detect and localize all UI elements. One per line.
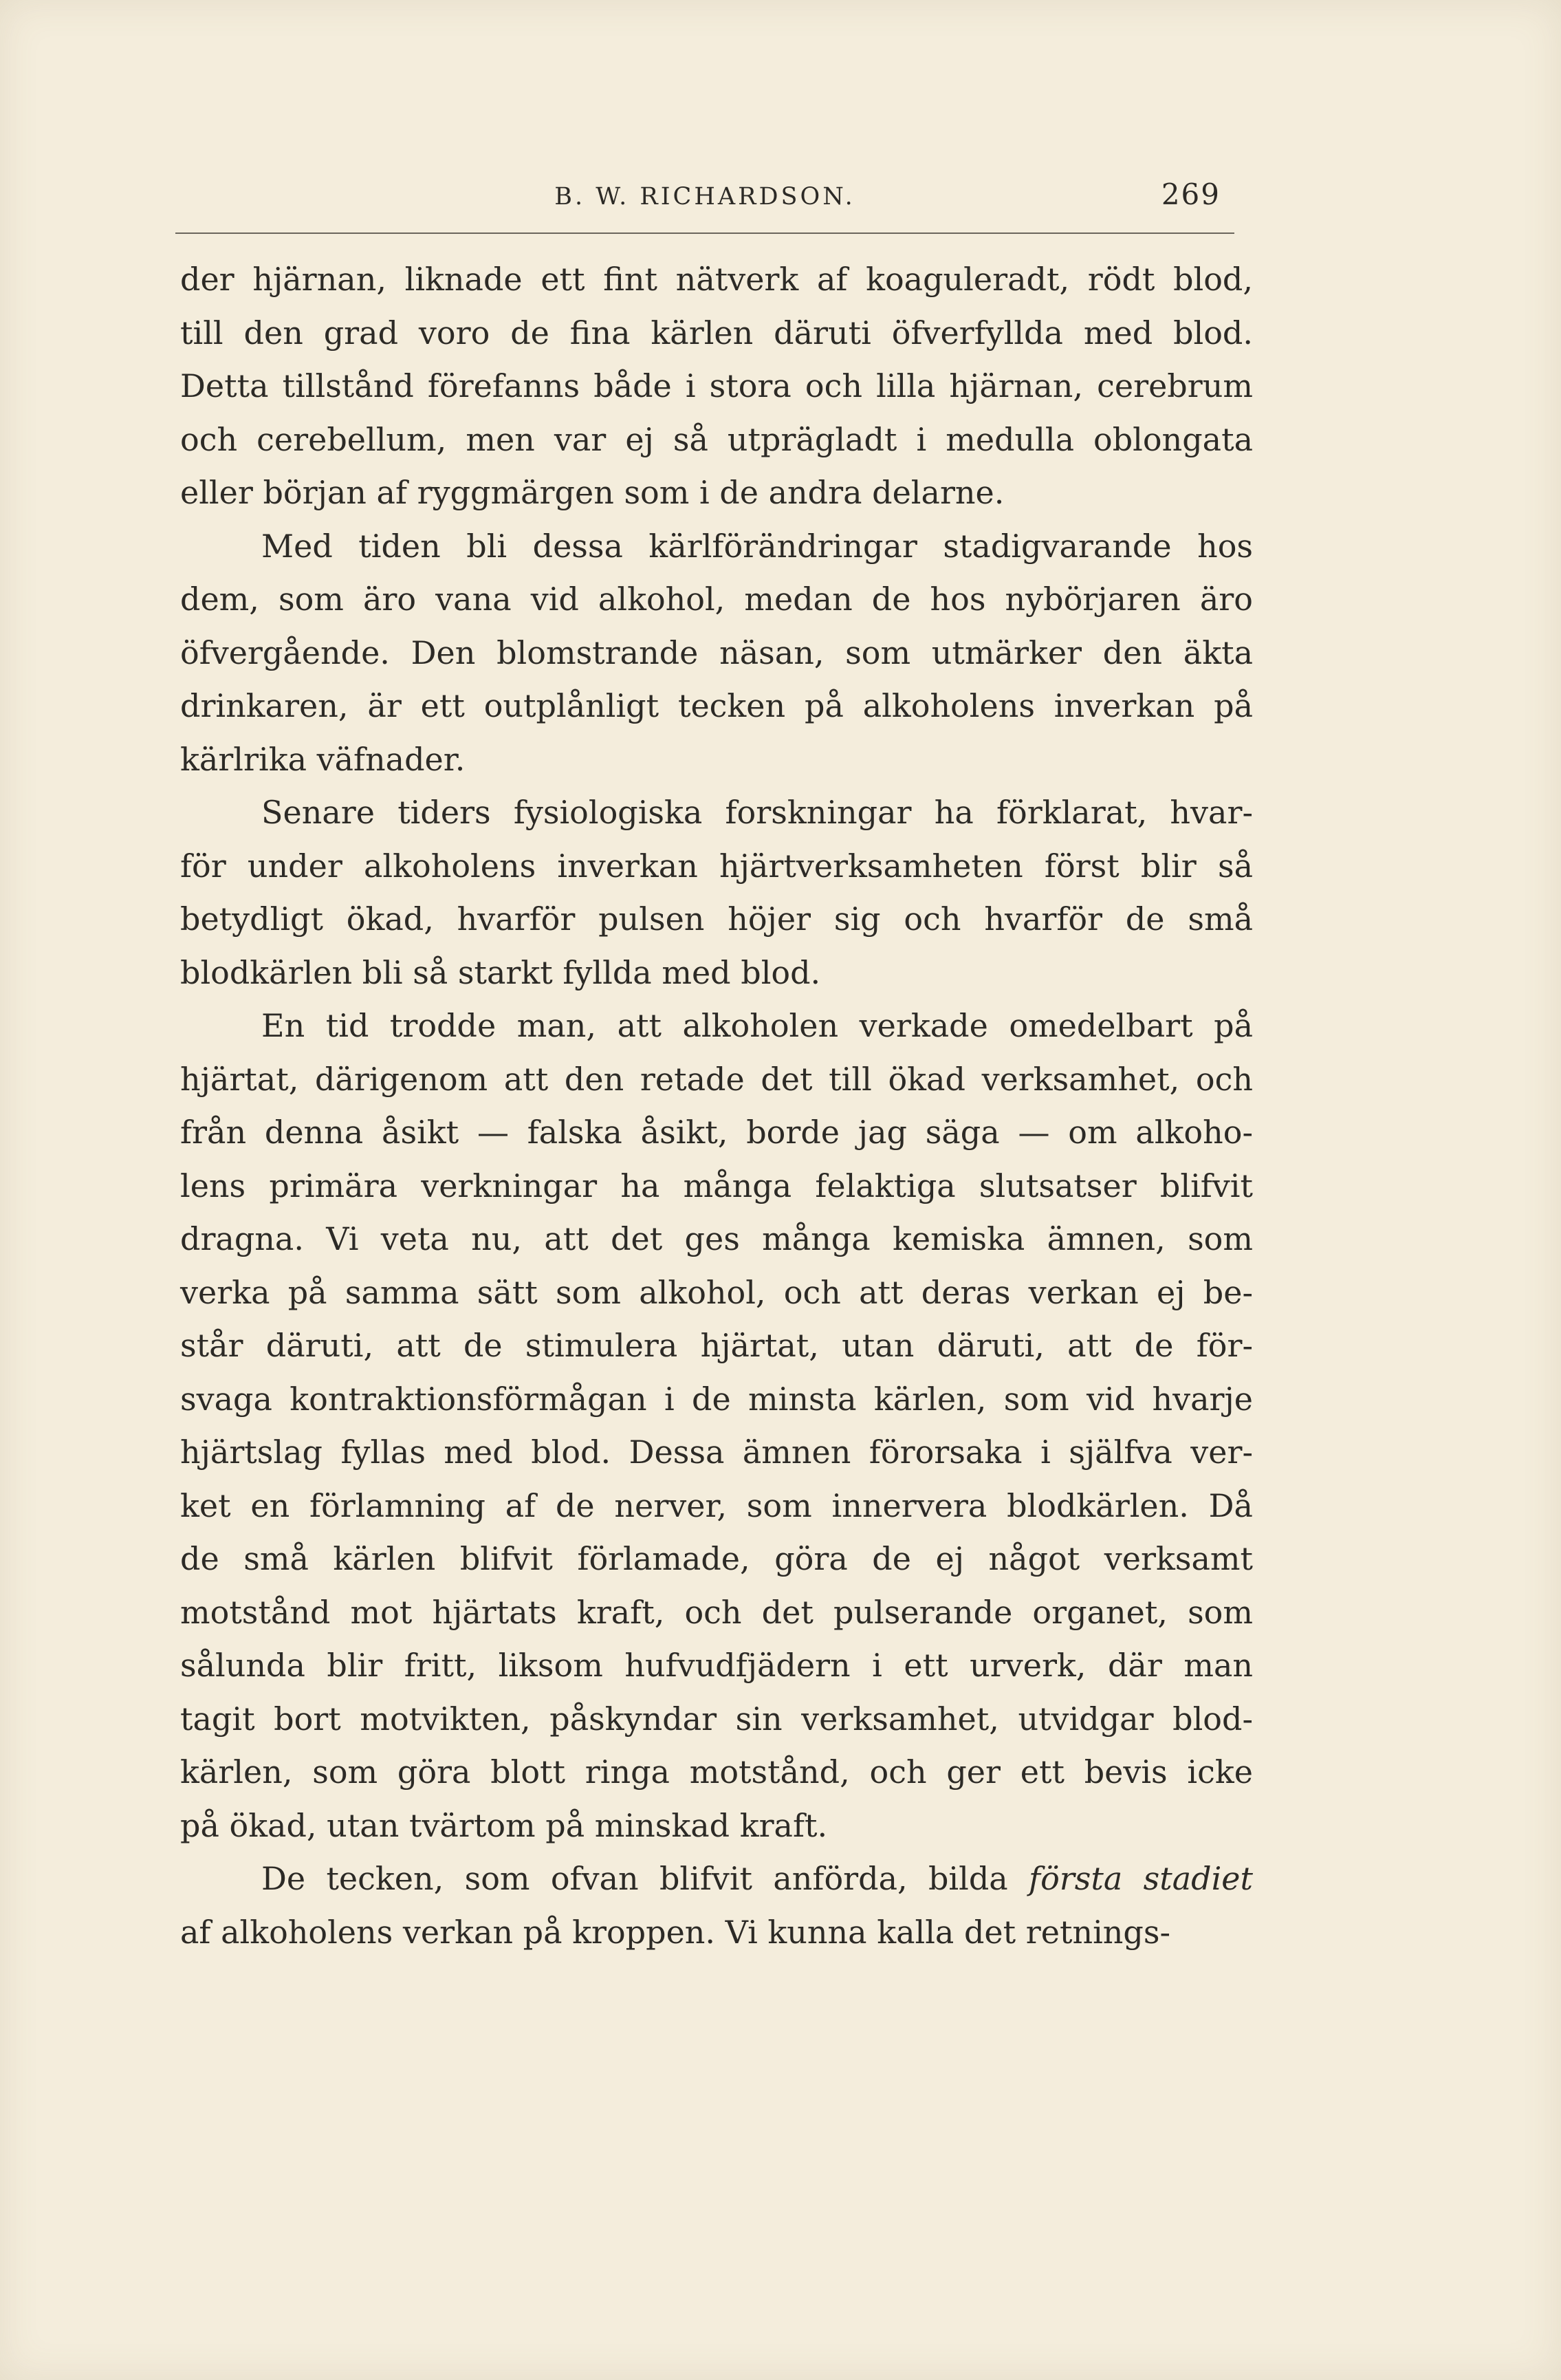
text-line: står däruti, att de stimulera hjärtat, utan däruti, att de för-: [180, 1327, 1253, 1364]
text-line: drinkaren, är ett outplånligt tecken på alkoholens inverkan på: [180, 687, 1253, 724]
page-number: 269: [1161, 177, 1221, 211]
text-line: på ökad, utan tvärtom på minskad kraft.: [180, 1806, 828, 1844]
text-line: tagit bort motvikten, påskyndar sin verksamhet, utvidgar blod-: [180, 1700, 1253, 1738]
text-line: verka på samma sätt som alkohol, och att deras verkan ej be-: [180, 1273, 1253, 1311]
page-header: [175, 164, 1234, 234]
emphasized-term: första stadiet: [1029, 1860, 1253, 1897]
text-line: för under alkoholens inverkan hjärtverksamheten först blir så: [180, 847, 1253, 885]
text-line: dragna. Vi veta nu, att det ges många kemiska ämnen, som: [180, 1220, 1253, 1257]
text-line: ket en förlamning af de nerver, som innervera blodkärlen. Då: [180, 1486, 1253, 1524]
text-line: kärlen, som göra blott ringa motstånd, och ger ett bevis icke: [180, 1753, 1253, 1791]
text-line: kärlrika väfnader.: [180, 740, 466, 778]
text-line: motstånd mot hjärtats kraft, och det pulserande organet, som: [180, 1593, 1253, 1631]
body-text: [180, 253, 1253, 1959]
text-line: sålunda blir fritt, liksom hufvudfjädern i ett urverk, där man: [180, 1647, 1253, 1684]
paragraph-start-line: En tid trodde man, att alkoholen verkade omedelbart på: [261, 1007, 1253, 1044]
text-line: der hjärnan, liknade ett fint nätverk af koaguleradt, rödt blod,: [180, 261, 1253, 298]
text-line: från denna åsikt — falska åsikt, borde jag säga — om alkoho-: [180, 1114, 1253, 1151]
paragraph-start-line: Med tiden bli dessa kärlförändringar stadigvarande hos: [261, 527, 1253, 565]
text-line: af alkoholens verkan på kroppen. Vi kunna kalla det retnings-: [180, 1913, 1171, 1951]
text-line: blodkärlen bli så starkt fyllda med blod.: [180, 953, 821, 991]
text-line: eller början af ryggmärgen som i de andra delarne.: [180, 474, 1005, 511]
text-line: och cerebellum, men var ej så utprägladt i medulla oblongata: [180, 420, 1253, 458]
text-line: lens primära verkningar ha många felaktiga slutsatser blifvit: [180, 1167, 1253, 1204]
text-line: till den grad voro de fina kärlen däruti öfverfyllda med blod.: [180, 314, 1253, 351]
text-line: betydligt ökad, hvarför pulsen höjer sig och hvarför de små: [180, 900, 1253, 938]
text-line: de små kärlen blifvit förlamade, göra de ej något verksamt: [180, 1540, 1253, 1577]
text-line: dem, som äro vana vid alkohol, medan de hos nybörjaren äro: [180, 581, 1253, 618]
text-line: svaga kontraktionsförmågan i de minsta kärlen, som vid hvarje: [180, 1380, 1253, 1418]
running-head: B. W. RICHARDSON.: [554, 183, 855, 210]
paragraph-start-line: [180, 1852, 1253, 1906]
text-line: hjärtslag fyllas med blod. Dessa ämnen förorsaka i själfva ver-: [180, 1434, 1253, 1471]
text-line: Detta tillstånd förefanns både i stora och lilla hjärnan, cerebrum: [180, 367, 1253, 404]
text-fragment: De tecken, som ofvan blifvit anförda, bilda: [261, 1860, 1029, 1897]
text-line: öfvergående. Den blomstrande näsan, som utmärker den äkta: [180, 634, 1253, 671]
paragraph-start-line: Senare tiders fysiologiska forskningar ha förklarat, hvar-: [261, 794, 1253, 831]
text-line: hjärtat, därigenom att den retade det till ökad verksamhet, och: [180, 1060, 1253, 1098]
